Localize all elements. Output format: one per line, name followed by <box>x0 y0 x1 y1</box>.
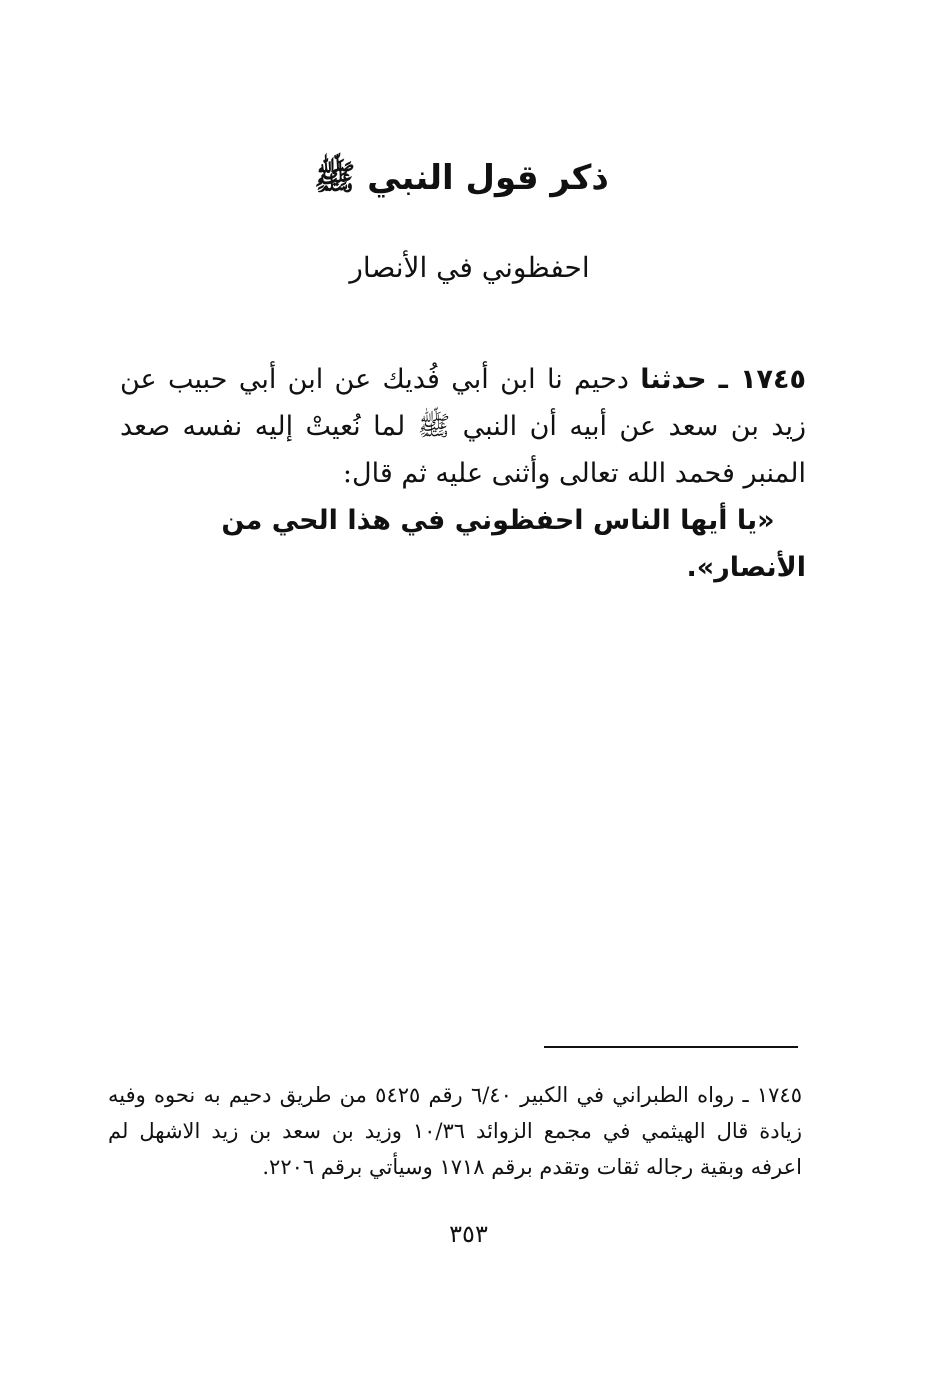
hadith-paragraph <box>120 356 806 497</box>
chapter-subtitle: احفظوني في الأنصار <box>349 251 590 284</box>
footnote <box>108 1077 802 1185</box>
footnote-divider <box>544 1046 798 1048</box>
page-number: ٣٥٣ <box>449 1220 488 1248</box>
hadith-number: ١٧٤٥ ـ حدثنا <box>640 364 806 395</box>
hadith-block <box>120 356 806 591</box>
hadith-quote: «يا أيها الناس احفظوني في هذا الحي من الأنصار». <box>221 505 806 583</box>
hadith-text: دحيم نا ابن أبي فُديك عن ابن أبي حبيب عن زيد بن سعد عن أبيه أن النبي ﷺ لما نُعيتْ إليه نفسه صعد المنبر فحمد الله تعالى وأثنى عليه ثم قال: <box>120 364 806 489</box>
footnote-text: ١٧٤٥ ـ رواه الطبراني في الكبير ٦/٤٠ رقم ٥٤٢٥ من طريق دحيم به نحوه وفيه زيادة قال الهيثمي في مجمع الزوائد ١٠/٣٦ وزيد بن سعد بن زيد الاشهل لم اعرفه وبقية رجاله ثقات وتقدم برقم ١٧١٨ وسيأتي برقم ٢٢٠٦. <box>108 1083 802 1179</box>
chapter-title: ذكر قول النبي ﷺ <box>314 158 609 198</box>
